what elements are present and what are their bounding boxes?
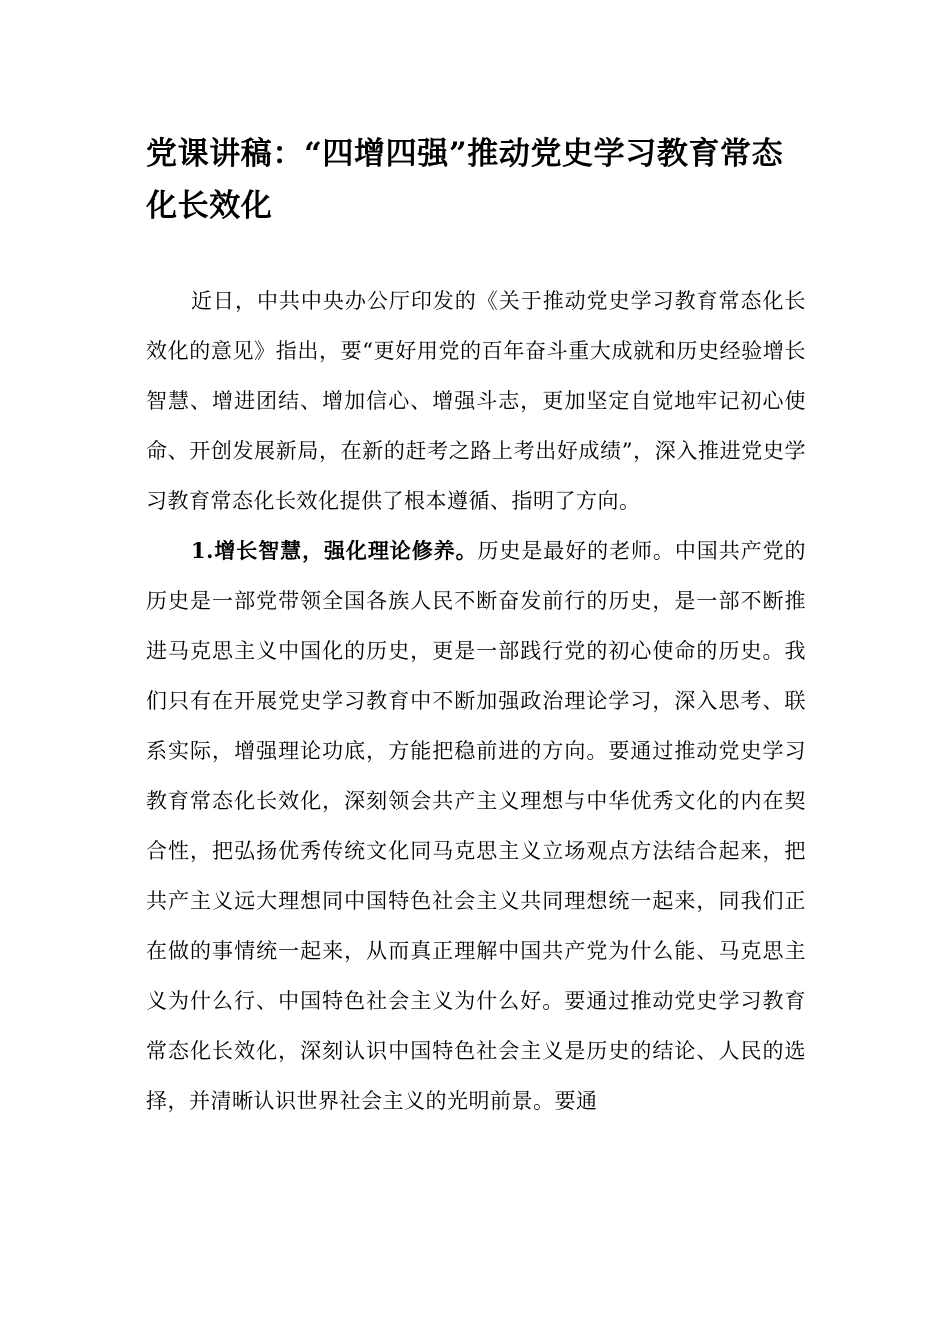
section-1-heading: 1.增长智慧，强化理论修养。 <box>191 538 478 563</box>
intro-paragraph-text: 近日，中共中央办公厅印发的《关于推动党史学习教育常态化长效化的意见》指出，要“更好用党的百年奋斗重大成就和历史经验增长智慧、增进团结、增加信心、增强斗志，更加坚定自觉地牢记初心使命、开创发展新局，在新的赶考之路上考出好成绩”，深入推进党史学习教育常态化长效化提供了根本遵循、指明了方向。 <box>146 289 806 513</box>
document-title: 党课讲稿：“四增四强”推动党史学习教育常态化长效化 <box>146 136 784 224</box>
section-1-text: 历史是最好的老师。中国共产党的历史是一部党带领全国各族人民不断奋发前行的历史，是一部不断推进马克思主义中国化的历史，更是一部践行党的初心使命的历史。我们只有在开展党史学习教育中不断加强政治理论学习，深入思考、联系实际，增强理论功底，方能把稳前进的方向。要通过推动党史学习教育常态化长效化，深刻领会共产主义理想与中华优秀文化的内在契合性，把弘扬优秀传统文化同马克思主义立场观点方法结合起来，把共产主义远大理想同中国特色社会主义共同理想统一起来，同我们正在做的事情统一起来，从而真正理解中国共产党为什么能、马克思主义为什么行、中国特色社会主义为什么好。要通过推动党史学习教育常态化长效化，深刻认识中国特色社会主义是历史的结论、人民的选择，并清晰认识世界社会主义的光明前景。要通 <box>146 539 807 1113</box>
intro-paragraph <box>146 276 806 526</box>
document-body <box>146 276 806 1126</box>
section-1-paragraph <box>146 526 806 1126</box>
